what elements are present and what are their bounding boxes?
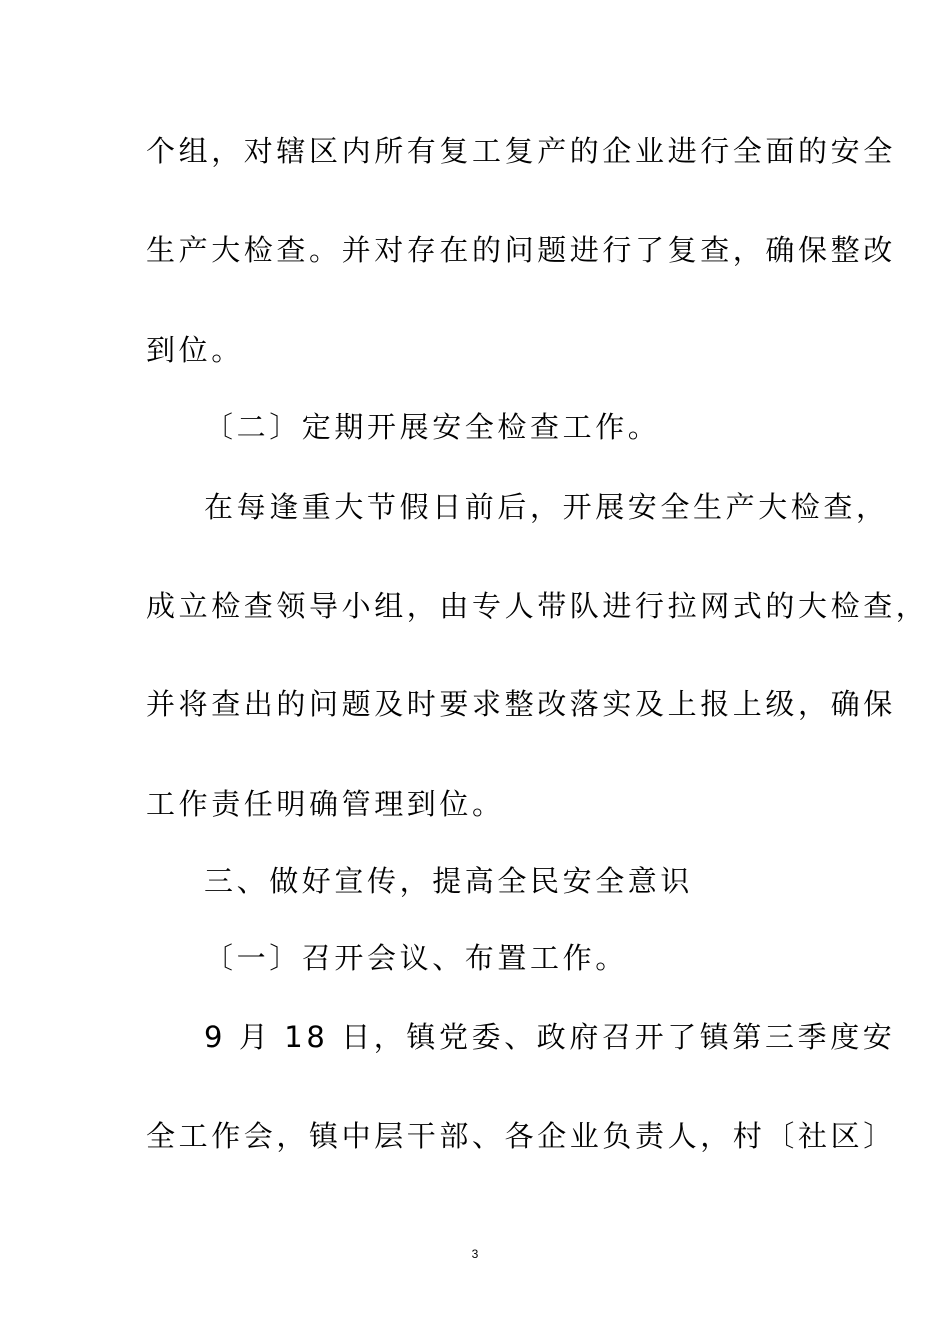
section-heading: 〔二〕定期开展安全检查工作。 [204, 410, 661, 444]
paragraph-first-line: 在每逢重大节假日前后，开展安全生产大检查， [204, 490, 889, 524]
body-line: 到位。 [146, 333, 244, 367]
body-line: 并将查出的问题及时要求整改落实及上报上级，确保 [146, 687, 896, 721]
page-number: 3 [471, 1247, 479, 1261]
section-heading: 三、做好宣传，提高全民安全意识 [204, 864, 694, 898]
paragraph-first-line: 9 月 18 日，镇党委、政府召开了镇第三季度安 [204, 1020, 896, 1054]
section-heading: 〔一〕召开会议、布置工作。 [204, 941, 628, 975]
body-line: 个组，对辖区内所有复工复产的企业进行全面的安全 [146, 134, 896, 168]
body-line: 全工作会，镇中层干部、各企业负责人，村〔社区〕 [146, 1119, 896, 1153]
body-line: 生产大检查。并对存在的问题进行了复查，确保整改 [146, 233, 896, 267]
body-line: 工作责任明确管理到位。 [146, 787, 505, 821]
body-line: 成立检查领导小组，由专人带队进行拉网式的大检查， [146, 589, 929, 623]
